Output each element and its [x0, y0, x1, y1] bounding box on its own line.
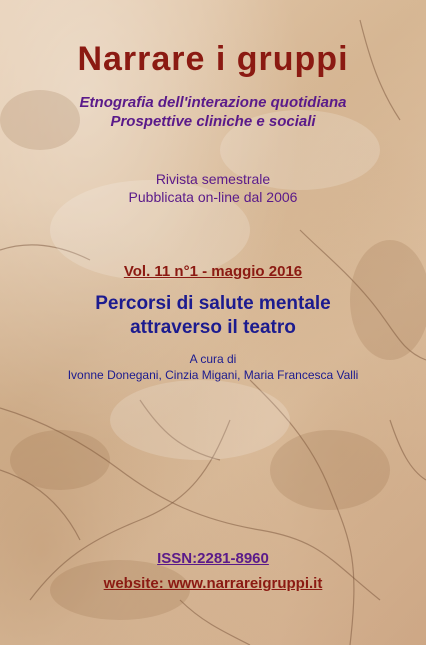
volume-issue-date: Vol. 11 n°1 - maggio 2016 [123, 263, 303, 280]
issn-link[interactable]: ISSN:2281-8960 [157, 550, 269, 567]
issue-title-line1: Percorsi di salute mentale [95, 293, 331, 314]
journal-title: Narrare i gruppi [77, 40, 349, 78]
publication-frequency: Rivista semestrale [155, 171, 271, 187]
issue-title-line2: attraverso il teatro [130, 317, 296, 338]
website-link[interactable]: website: www.narrareigruppi.it [103, 575, 323, 592]
journal-subtitle-line2: Prospettive cliniche e sociali [110, 113, 316, 130]
editors-names: Ivonne Donegani, Cinzia Migani, Maria Francesca Valli [67, 368, 359, 382]
publication-since: Pubblicata on-line dal 2006 [128, 189, 298, 205]
editors-label: A cura di [189, 352, 237, 366]
journal-subtitle-line1: Etnografia dell'interazione quotidiana [79, 94, 347, 111]
